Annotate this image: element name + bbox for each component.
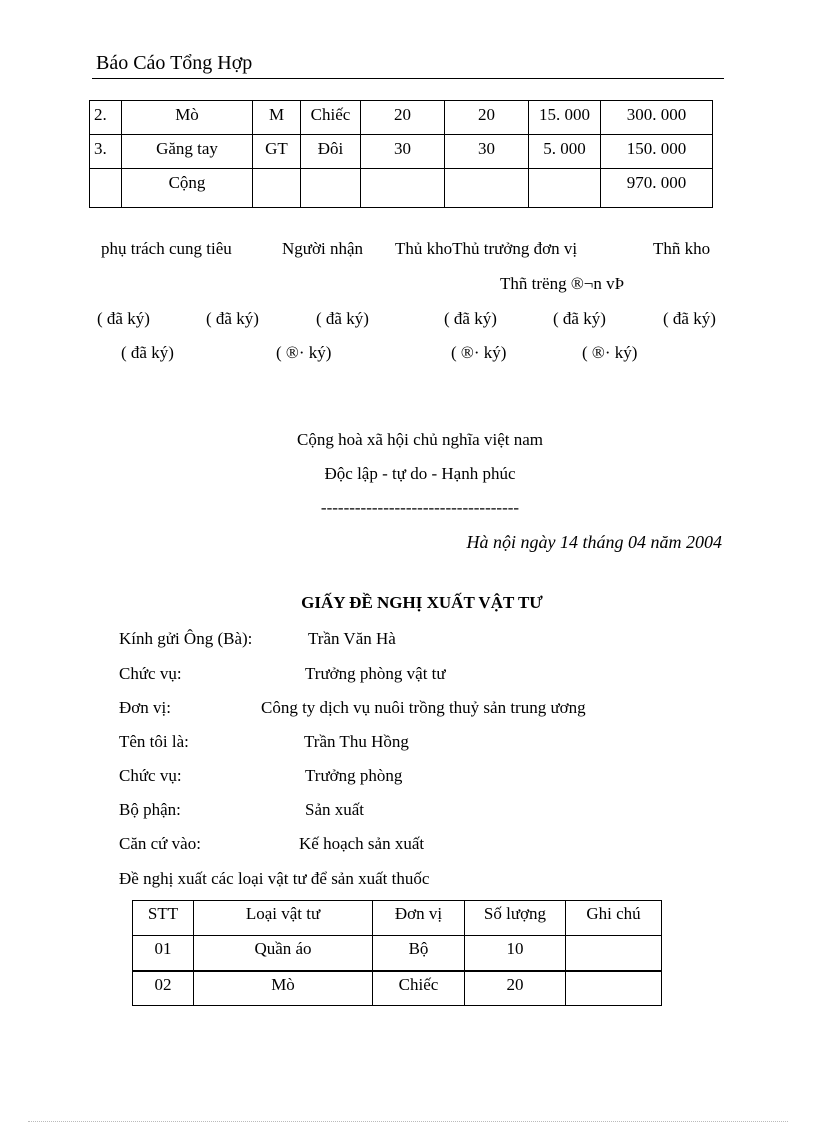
cell-qty1: 30 <box>361 135 445 169</box>
signed-mark-garbled: ( ®· ký) <box>276 343 332 362</box>
cell-price: 15. 000 <box>529 101 601 135</box>
cell-note <box>566 936 662 971</box>
cell-name: Cộng <box>122 169 253 208</box>
table-row <box>90 135 713 169</box>
field-label-basis: Căn cứ vào: <box>119 834 201 853</box>
page-bottom-dotted-line <box>28 1121 788 1122</box>
signed-mark: ( đã ký) <box>553 309 606 328</box>
date-line: Hà nội ngày 14 tháng 04 năm 2004 <box>466 532 722 552</box>
cell-unit: Chiếc <box>301 101 361 135</box>
sig-role-storekeeper-director: Thủ khoThủ trưởng đơn vị <box>395 239 578 258</box>
cell-code: M <box>253 101 301 135</box>
signed-mark: ( đã ký) <box>316 309 369 328</box>
signed-mark: ( đã ký) <box>206 309 259 328</box>
field-label-position: Chức vụ: <box>119 664 182 683</box>
cell-stt: 02 <box>133 971 194 1006</box>
signed-mark: ( đã ký) <box>97 309 150 328</box>
field-label-requester: Tên tôi là: <box>119 732 189 751</box>
sig-role-supply: phụ trách cung tiêu <box>101 239 232 258</box>
cell-no: 3. <box>90 135 122 169</box>
sig-role-storekeeper-garbled: Thñ kho <box>653 239 711 258</box>
cell-qty2: 20 <box>445 101 529 135</box>
header-unit: Đơn vị <box>373 901 465 936</box>
cell-code <box>253 169 301 208</box>
request-line: Đề nghị xuất các loại vật tư để sản xuất thuốc <box>119 869 430 888</box>
cell-unit: Đôi <box>301 135 361 169</box>
cell-price: 5. 000 <box>529 135 601 169</box>
cell-unit <box>301 169 361 208</box>
cell-qty: 20 <box>465 971 566 1006</box>
cell-note <box>566 971 662 1006</box>
cell-stt: 01 <box>133 936 194 971</box>
cell-total: 150. 000 <box>601 135 713 169</box>
cell-qty2 <box>445 169 529 208</box>
signed-mark-garbled: ( ®· ký) <box>451 343 507 362</box>
national-divider: ----------------------------------- <box>320 498 520 517</box>
cell-item: Mò <box>194 971 373 1006</box>
cell-name: Mò <box>122 101 253 135</box>
field-value-department: Sản xuất <box>305 800 365 819</box>
header-qty: Số lượng <box>465 901 566 936</box>
field-value-unit: Công ty dịch vụ nuôi trồng thuỷ sản trung ương <box>261 698 586 717</box>
cell-qty1 <box>361 169 445 208</box>
field-value-position: Trưởng phòng vật tư <box>305 664 446 683</box>
field-value-basis: Kế hoạch sản xuất <box>299 834 425 853</box>
cell-unit: Chiếc <box>373 971 465 1006</box>
cell-name: Găng tay <box>122 135 253 169</box>
table-row <box>133 936 662 971</box>
page-header-title: Báo Cáo Tổng Hợp <box>96 52 253 74</box>
form-title: GIẤY ĐỀ NGHỊ XUẤT VẬT TƯ <box>301 593 543 612</box>
stock-table <box>89 100 713 208</box>
field-value-recipient: Trần Văn Hà <box>308 629 396 648</box>
sig-role-receiver: Người nhận <box>282 239 363 258</box>
header-item: Loại vật tư <box>194 901 373 936</box>
header-rule <box>92 78 724 79</box>
cell-qty: 10 <box>465 936 566 971</box>
cell-code: GT <box>253 135 301 169</box>
cell-price <box>529 169 601 208</box>
cell-total: 300. 000 <box>601 101 713 135</box>
sig-role-director-garbled: Thñ trëng ®¬n vÞ <box>500 274 625 293</box>
cell-qty1: 20 <box>361 101 445 135</box>
table-row <box>90 101 713 135</box>
signed-mark-garbled: ( ®· ký) <box>582 343 638 362</box>
field-value-requester: Trần Thu Hồng <box>304 732 409 751</box>
field-value-requester-position: Trưởng phòng <box>305 766 403 785</box>
cell-no <box>90 169 122 208</box>
cell-total: 970. 000 <box>601 169 713 208</box>
field-label-department: Bộ phận: <box>119 800 181 819</box>
field-label-recipient: Kính gửi Ông (Bà): <box>119 629 253 648</box>
field-label-unit: Đơn vị: <box>119 698 171 717</box>
cell-no: 2. <box>90 101 122 135</box>
signed-mark: ( đã ký) <box>444 309 497 328</box>
national-slogan: Độc lập - tự do - Hạnh phúc <box>324 464 516 483</box>
table-header-row <box>133 901 662 936</box>
field-label-requester-position: Chức vụ: <box>119 766 182 785</box>
request-table <box>132 900 662 1006</box>
signed-mark: ( đã ký) <box>121 343 174 362</box>
table-row-total <box>90 169 713 208</box>
header-note: Ghi chú <box>566 901 662 936</box>
signed-mark: ( đã ký) <box>663 309 716 328</box>
header-stt: STT <box>133 901 194 936</box>
cell-unit: Bộ <box>373 936 465 971</box>
cell-qty2: 30 <box>445 135 529 169</box>
table-row <box>133 971 662 1006</box>
national-motto: Cộng hoà xã hội chủ nghĩa việt nam <box>297 430 543 449</box>
cell-item: Quần áo <box>194 936 373 971</box>
